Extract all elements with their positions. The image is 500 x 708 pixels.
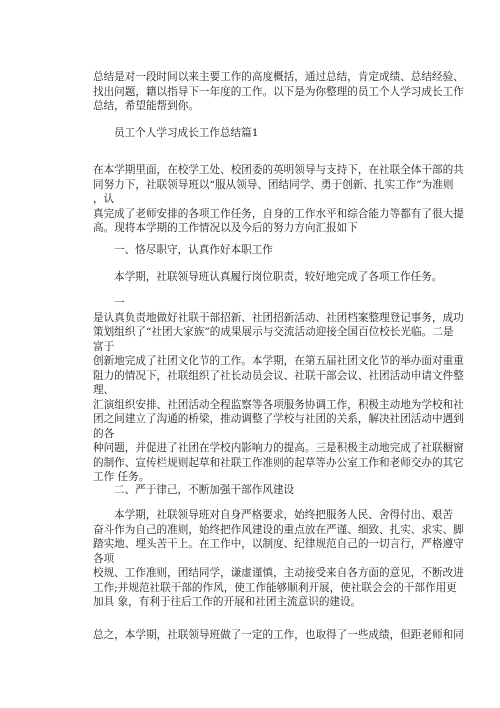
text-line: 加具 象，有利于往后工作的开展和社团主流意识的建设。 xyxy=(93,596,362,608)
section-heading-1 xyxy=(93,243,405,258)
conduct-paragraph xyxy=(93,508,464,610)
text-line: 本学期，社联领导班对自身严格要求，始终把服务人民、舍得付出、艰苦 xyxy=(114,509,453,521)
text-line: 种问题，并促进了社团在学校内影响力的提高。三是积极主动地完成了社联橱窗 xyxy=(93,442,464,454)
text-line: 策划组织了“社团大家族”的成果展示与交流活动迎接全国百位校长光临。二是 xyxy=(93,326,454,338)
text-line: 一 xyxy=(114,297,125,309)
closing-paragraph xyxy=(93,628,464,643)
intro-paragraph xyxy=(93,70,464,114)
text-line: 在本学期里面，在校学工处、校团委的英明领导与支持下，在社联全体干部的共 xyxy=(93,164,464,176)
text-line: 总结是对一段时间以来主要工作的高度概括，通过总结，肯定成绩、总结经验、 xyxy=(93,71,464,83)
heading-text: 一、恪尽职守，认真作好本职工作 xyxy=(114,244,273,256)
heading-text: 二、严于律己，不断加强干部作风建设 xyxy=(114,484,295,496)
text-line: 富于 xyxy=(93,340,115,353)
text-line: 高。现将本学期的工作情况以及今后的努力方向汇报如下 xyxy=(93,222,358,234)
text-line: 工作;并规范社联干部的作风，使工作能够顺利开展，使社联会会的干部作用更 xyxy=(93,581,457,594)
text-line: 总之，本学期，社联领导班做了一定的工作，也取得了一些成绩，但距老师和同 xyxy=(93,629,464,641)
text-line: 踏实地、埋头苦干上。在工作中，以制度、纪律规范自己的一切言行，严格遵守 xyxy=(93,538,464,550)
article-heading xyxy=(93,126,405,141)
text-line: 各项 xyxy=(93,552,115,565)
text-line: 是认真负责地做好社联干部招新、社团招新活动、社团档案整理登记事务，成功 xyxy=(93,311,464,324)
text-line: 真完成了老师安排的各项工作任务，自身的工作水平和综合能力等都有了很大提 xyxy=(93,207,464,220)
text-line: ，认 xyxy=(93,193,115,205)
heading-text: 员工个人学习成长工作总结篇1 xyxy=(114,127,259,139)
text-line: 同努力下，社联领导班以“服从领导、团结同学、勇于创新、扎实工作”为准则 xyxy=(93,178,454,191)
text-line: 工作 任务。 xyxy=(93,471,150,483)
text-line: 理、 xyxy=(93,384,115,396)
text-line: 找出问题，籍以指导下一年度的工作。以下是为你整理的员工个人学习成长工作 xyxy=(93,85,464,98)
text-line: 阻力的情况下，社联组织了社长动员会议、社联干部会议、社团活动申请文件整 xyxy=(93,369,464,382)
text-line: 的制作、宣传栏规则起草和社联工作准则的起草等办公室工作和老师交办的其它 xyxy=(93,456,464,469)
text-line: 奋斗作为自己的准则，始终把作风建设的重点放在严谨、细致、扎实、求实、脚 xyxy=(93,523,464,536)
text-line: 汇演组织安排、社团活动全程监察等各项服务协调工作，积极主动地为学校和社 xyxy=(93,398,464,411)
text-line: 校规、工作准则，团结同学，谦虚谨慎，主动接受来自各方面的意见，不断改进 xyxy=(93,567,464,579)
section-heading-2 xyxy=(93,483,405,498)
work-details-paragraph xyxy=(93,296,464,485)
text-line: 的各 xyxy=(93,427,115,440)
opening-paragraph xyxy=(93,163,464,236)
text-line: 总结，希望能帮到你。 xyxy=(93,100,199,112)
text-line: 创新地完成了社团文化节的工作。本学期，在第五届社团文化节的举办面对重重 xyxy=(93,355,464,367)
text-line: 团之间建立了沟通的桥梁，推动调整了学校与社团的关系，解决社团活动中遇到 xyxy=(93,413,464,425)
summary-paragraph xyxy=(93,270,443,285)
text-line: 本学期，社联领导班认真履行岗位职责，较好地完成了各项工作任务。 xyxy=(114,271,443,283)
